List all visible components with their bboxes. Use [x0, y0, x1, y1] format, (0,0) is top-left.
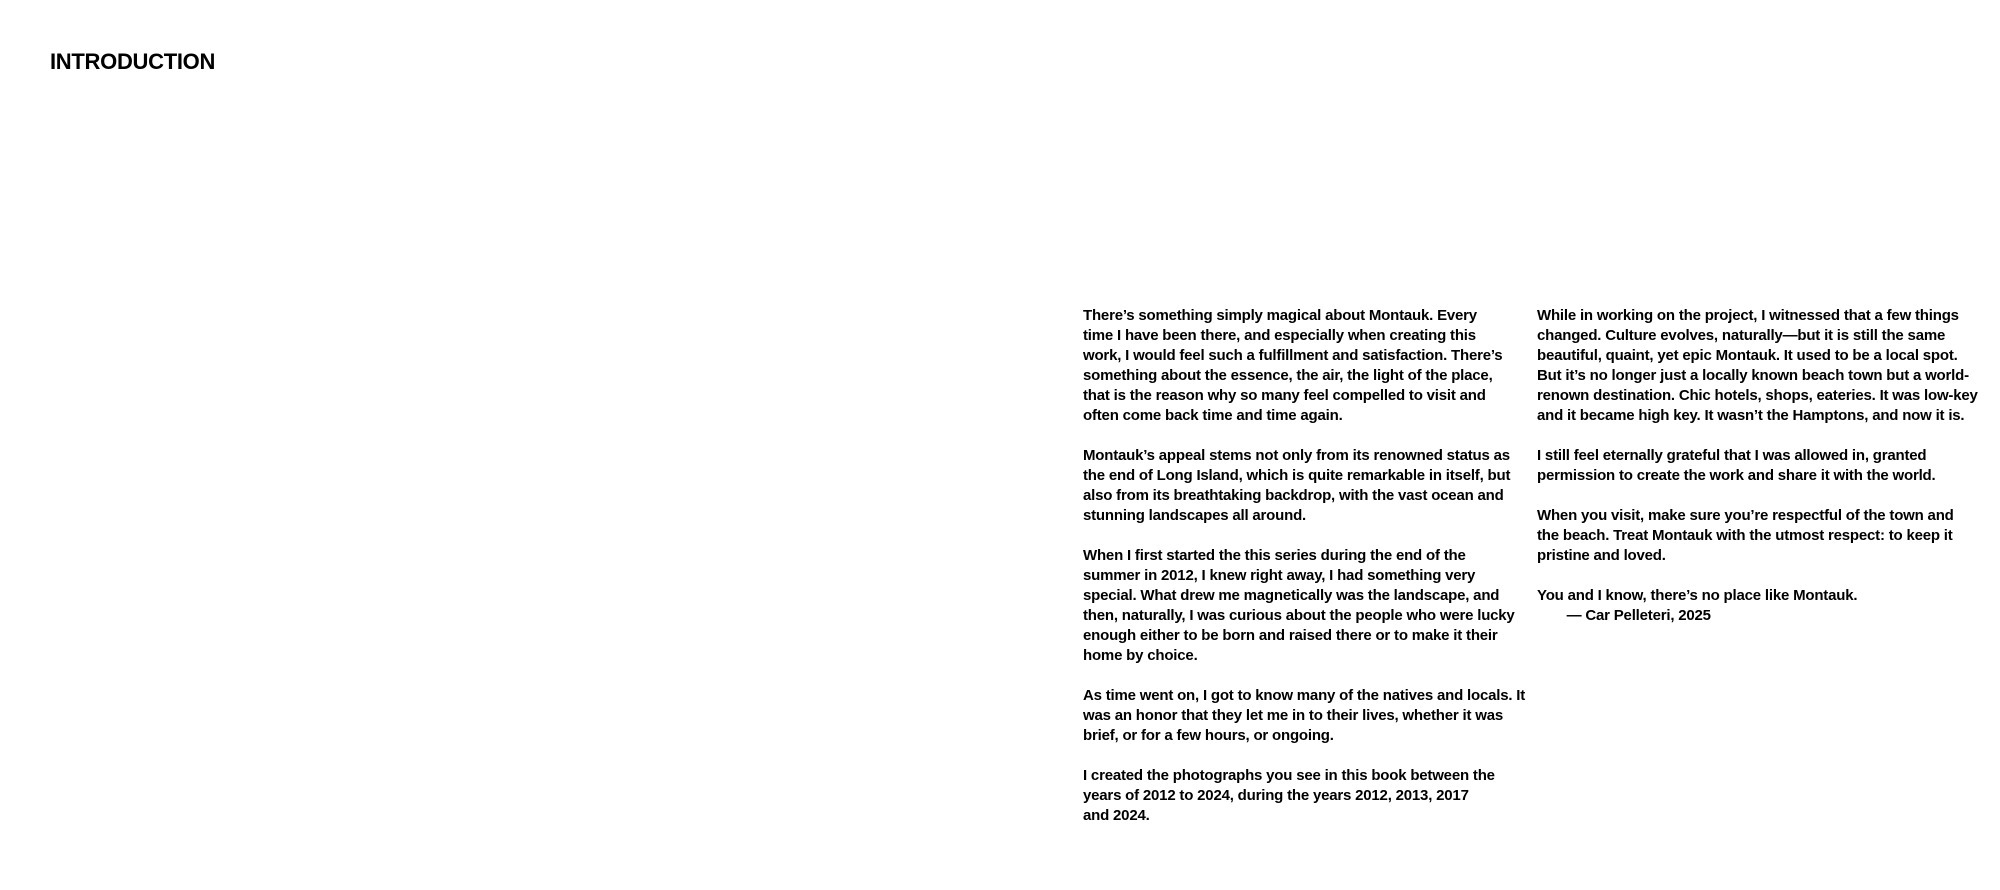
text-line: and 2024. [1083, 807, 1150, 824]
text-line: then, naturally, I was curious about the people who were lucky [1083, 607, 1515, 624]
text-line: pristine and loved. [1537, 547, 1666, 564]
text-line: I created the photographs you see in this book between the [1083, 767, 1495, 784]
text-line: beautiful, quaint, yet epic Montauk. It used to be a local spot. [1537, 347, 1958, 364]
text-line: that is the reason why so many feel compelled to visit and [1083, 387, 1486, 404]
paragraph [1083, 306, 1545, 426]
text-line: summer in 2012, I knew right away, I had something very [1083, 567, 1476, 584]
paragraph [1083, 546, 1545, 666]
text-line: changed. Culture evolves, naturally—but it is still the same [1537, 327, 1946, 344]
text-line: — Car Pelleteri, 2025 [1537, 607, 1711, 624]
intro-text-column-1 [1083, 306, 1545, 846]
page-title: INTRODUCTION [50, 49, 216, 74]
text-line: special. What drew me magnetically was the landscape, and [1083, 587, 1500, 604]
paragraph [1083, 766, 1545, 826]
text-line: the beach. Treat Montauk with the utmost respect: to keep it [1537, 527, 1953, 544]
text-line: permission to create the work and share it with the world. [1537, 467, 1936, 484]
paragraph [1537, 306, 1999, 426]
text-line: was an honor that they let me in to their lives, whether it was [1083, 707, 1503, 724]
text-line: When you visit, make sure you’re respectful of the town and [1537, 507, 1954, 524]
text-line: work, I would feel such a fulfillment and satisfaction. There’s [1083, 347, 1503, 364]
paragraph [1537, 506, 1999, 566]
text-line: brief, or for a few hours, or ongoing. [1083, 727, 1334, 744]
text-line: years of 2012 to 2024, during the years 2012, 2013, 2017 [1083, 787, 1469, 804]
text-line: As time went on, I got to know many of the natives and locals. It [1083, 687, 1526, 704]
text-line: enough either to be born and raised there or to make it their [1083, 627, 1498, 644]
paragraph [1083, 446, 1545, 526]
text-line: home by choice. [1083, 647, 1198, 664]
text-line: When I first started the this series during the end of the [1083, 547, 1466, 564]
text-line: time I have been there, and especially when creating this [1083, 327, 1476, 344]
intro-text-column-2 [1537, 306, 1999, 646]
text-line: and it became high key. It wasn’t the Hamptons, and now it is. [1537, 407, 1965, 424]
text-line: I still feel eternally grateful that I was allowed in, granted [1537, 447, 1927, 464]
text-line: There’s something simply magical about Montauk. Every [1083, 307, 1477, 324]
text-line: While in working on the project, I witnessed that a few things [1537, 307, 1959, 324]
text-line: something about the essence, the air, the light of the place, [1083, 367, 1493, 384]
text-line: the end of Long Island, which is quite remarkable in itself, but [1083, 467, 1511, 484]
paragraph [1083, 686, 1545, 746]
text-line: also from its breathtaking backdrop, with the vast ocean and [1083, 487, 1504, 504]
text-line: renown destination. Chic hotels, shops, eateries. It was low-key [1537, 387, 1978, 404]
text-line: Montauk’s appeal stems not only from its renowned status as [1083, 447, 1510, 464]
paragraph [1537, 586, 1999, 626]
text-line: stunning landscapes all around. [1083, 507, 1307, 524]
paragraph [1537, 446, 1999, 486]
text-line: But it’s no longer just a locally known beach town but a world- [1537, 367, 1969, 384]
text-line: You and I know, there’s no place like Montauk. [1537, 587, 1858, 604]
text-line: often come back time and time again. [1083, 407, 1343, 424]
